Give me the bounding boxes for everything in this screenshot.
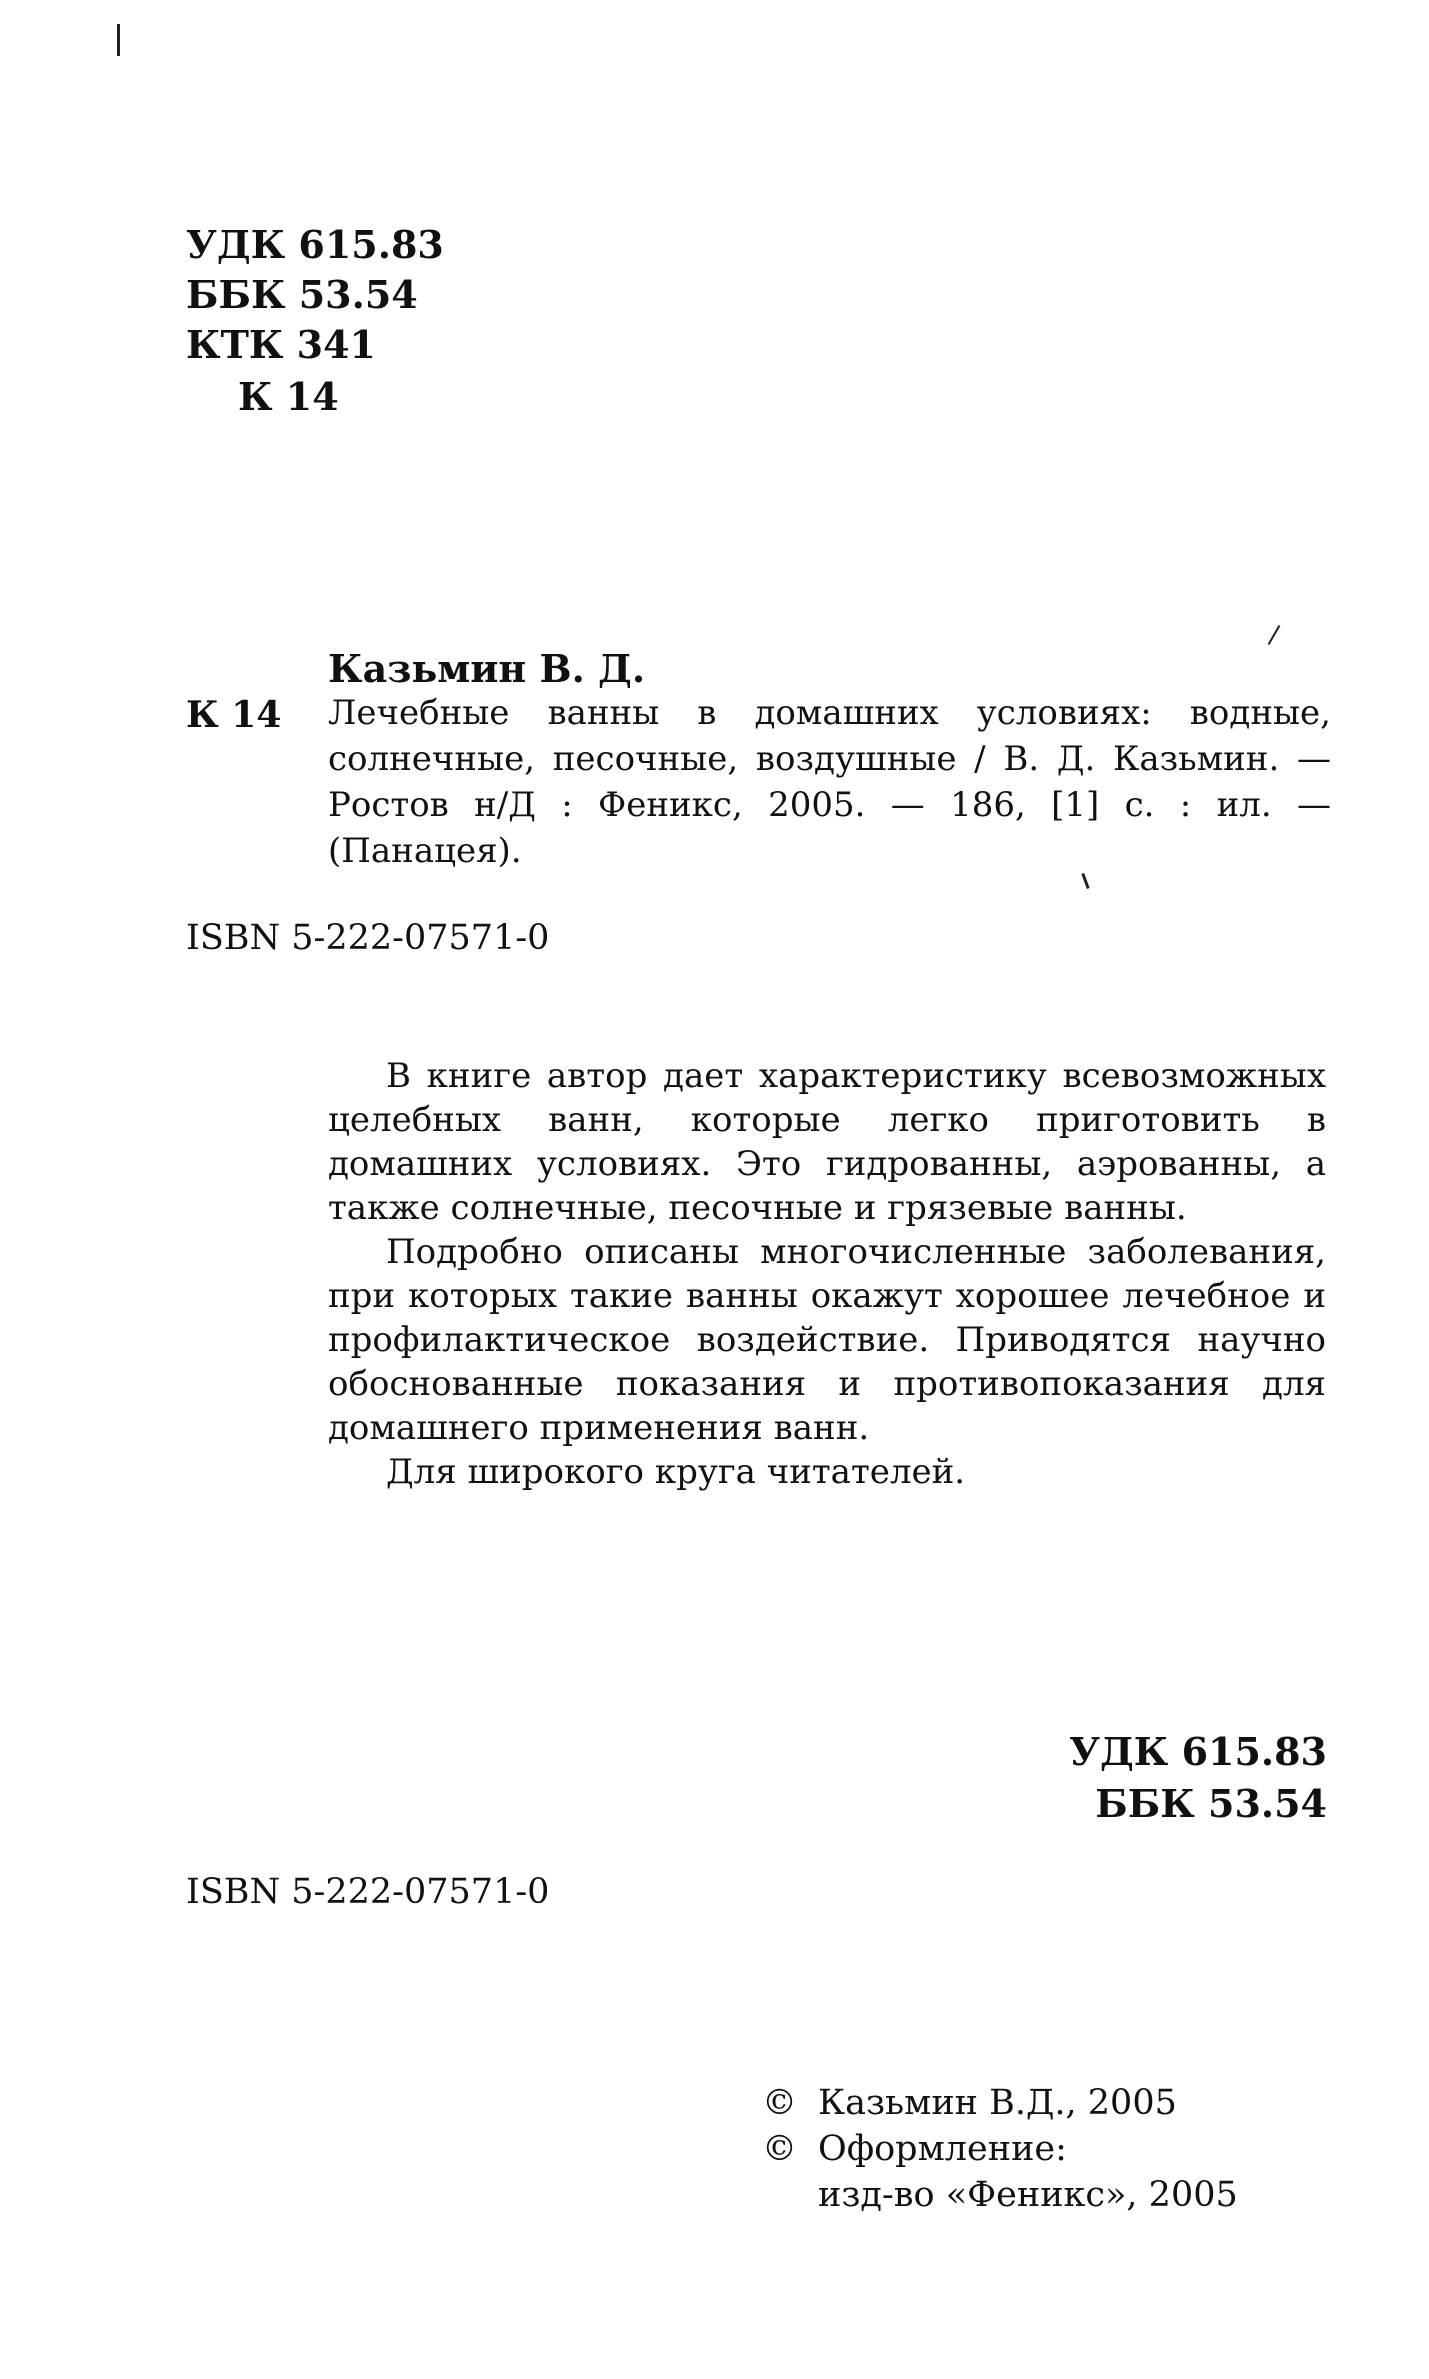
scan-mark-top	[117, 24, 120, 56]
copyright-design-label: Оформление:	[818, 2129, 1067, 2169]
isbn-bottom: ISBN 5-222-07571-0	[186, 1872, 550, 1912]
header-ktk: КТК 341	[186, 322, 376, 367]
annotation	[328, 1054, 1326, 1494]
header-udk: УДК 615.83	[186, 222, 444, 267]
annotation-paragraph: В книге автор дает характеристику всевозможных целебных ванн, которые легко приготовить в домашних условиях. Это гидрованны, аэрованны, а также солнечные, песочные и грязевые ванны.	[328, 1056, 1326, 1228]
annotation-paragraph: Подробно описаны многочисленные заболевания, при которых такие ванны окажут хорошее лечебное и профилактическое воздействие. Приводятся научно обоснованные показания и противопоказания для домашнего применения ванн.	[328, 1232, 1326, 1448]
annotation-paragraph: Для широкого круга читателей.	[386, 1452, 966, 1492]
header-bbk: ББК 53.54	[186, 272, 418, 317]
copyright-symbol: ©	[762, 2083, 797, 2123]
copyright-spacer	[762, 2172, 818, 2218]
scan-mark-slash	[1268, 625, 1281, 645]
isbn-top: ISBN 5-222-07571-0	[186, 918, 550, 958]
header-author-mark: К 14	[238, 374, 339, 419]
bibliographic-description: Лечебные ванны в домашних условиях: водные, солнечные, песочные, воздушные / В. Д. Казьмин. — Ростов н/Д : Феникс, 2005. — 186, [1] с. : ил. — (Панацея).	[328, 693, 1331, 871]
copyright-publisher: изд-во «Феникс», 2005	[818, 2175, 1238, 2215]
author-mark: К 14	[186, 694, 282, 736]
footer-bbk: ББК 53.54	[1095, 1781, 1327, 1826]
footer-classification	[1069, 1726, 1327, 1830]
author-name: Казьмин В. Д.	[328, 646, 646, 691]
footer-udk: УДК 615.83	[1069, 1729, 1327, 1774]
scan-mark-tick	[1081, 873, 1089, 889]
copyright-author: Казьмин В.Д., 2005	[818, 2083, 1177, 2123]
copyright-block	[762, 2080, 1238, 2218]
copyright-symbol: ©	[762, 2129, 797, 2169]
